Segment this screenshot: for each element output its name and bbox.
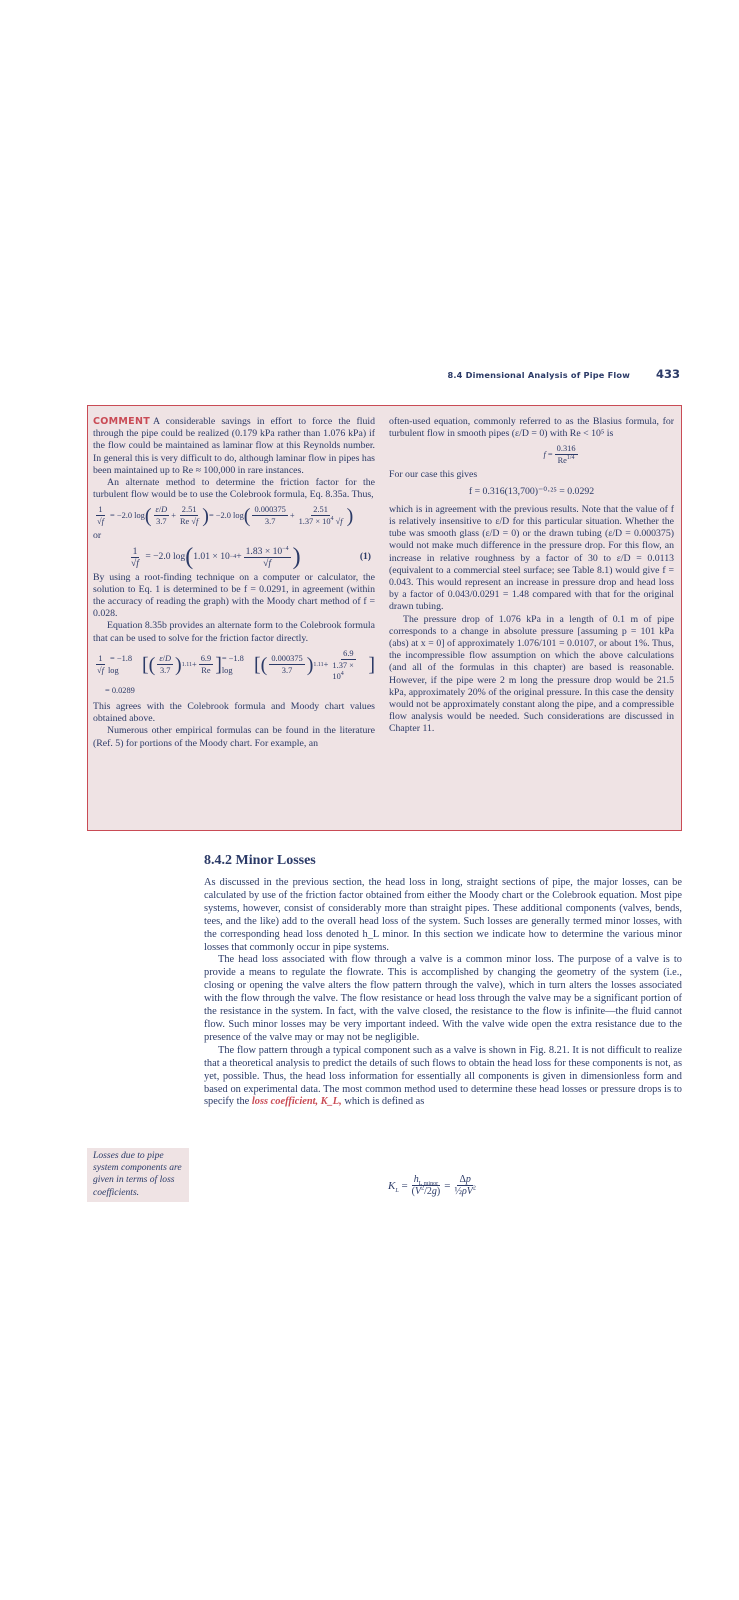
equation-colebrook: $\frac{1}{√f}$ = −2.0 log ( $\frac{\varepsilon/D}{3.7}$ + $\frac{2.51}{Re √f}$ ) = −2.0 log ( $\frac{0.000375}{3.7}$ + $\frac{2.51}{1.37 \times 10^4 √f}$ ): [97, 504, 354, 527]
comment-right-paragraph-4: The pressure drop of 1.076 kPa in a length of 0.1 m of pipe corresponds to a change in absolute pressure [assuming p = 101 kPa (abs) at x = 0] of approximately 1.076/101 = 0.0107, or about 1%. Thus, the incompressible flow assumption on which the above calculations (and all of the formulas in this chapter) are based is reasonable. However, if the pipe were 2 m long the pressure drop would be 21.5 kPa, approximately 20% of the original pressure. In this case the density would not be approximately constant along the pipe, and a compressible flow analysis would be needed. Such considerations are discussed in Chapter 11.: [389, 613, 674, 735]
header-section: 8.4 Dimensional Analysis of Pipe Flow: [447, 370, 630, 380]
loss-coefficient-term: loss coefficient, K_L,: [251, 1096, 342, 1108]
comment-paragraph-4: Equation 8.35b provides an alternate form to the Colebrook formula that can be used to solve for the friction factor directly.: [93, 620, 375, 644]
comment-right-column: [389, 416, 674, 736]
comment-paragraph-3: By using a root-finding technique on a computer or calculator, the solution to Eq. 1 is determined to be f = 0.0291, in agreement (within the accuracy of reading the graph) with the Moody chart method of f = 0.028.: [93, 571, 375, 620]
page-number: 433: [655, 367, 680, 381]
comment-right-paragraph-3: which is in agreement with the previous results. Note that the value of f is relatively insensitive to ε/D for this particular situation. Whether the tube was smooth glass (ε/D = 0) or the drawn tubing (ε/D = 0.000375) would not make much difference in the pressure drop. For this flow, an increase in relative roughness by a factor of 30 to ε/D = 0.0113 (equivalent to a commercial steel surface; see Table 8.1) would give f = 0.043. This would represent an increase in pressure drop and head loss by a factor of 0.043/0.0291 = 1.48 compared with that for the original drawn tubing.: [389, 503, 674, 613]
comment-label: COMMENT: [93, 416, 150, 427]
equation-blasius-result: f = 0.316(13,700)⁻⁰·²⁵ = 0.0292: [468, 485, 595, 497]
section-paragraph-1: As discussed in the previous section, the head loss in long, straight sections of pipe, the major losses, can be calculated by use of the friction factor obtained from either the Moody chart or the Colebrook equation. Most pipe systems, however, consist of considerably more than straight pipes. These additional components (valves, bends, tees, and the like) add to the overall head loss of the system. Such losses are generally termed minor losses, with the corresponding head loss denoted h_L minor. In this section we indicate how to determine the various minor losses that commonly occur in pipe systems.: [204, 877, 682, 953]
equation-blasius: f = $\frac{0.316}{Re^{1/4}}$: [543, 444, 576, 466]
equation-result: = 0.0289: [105, 685, 135, 695]
section-paragraph-3: The flow pattern through a typical component such as a valve is shown in Fig. 8.21. It is not difficult to realize that a theoretical analysis to predict the details of such flows to obtain the head loss for these components is not, as yet, possible. Thus, the head loss information for essentially all components is given in dimensionless form and based on experimental data. The most common method used to determine these head losses or pressure drops is to specify the loss coefficient, K_L, which is defined as: [204, 1044, 682, 1108]
comment-paragraph-2: An alternate method to determine the friction factor for the turbulent flow would be to use the Colebrook formula, Eq. 8.35a. Thus,: [93, 477, 375, 501]
comment-right-paragraph-2: For our case this gives: [389, 469, 478, 481]
section-paragraph-2: The head loss associated with flow through a valve is a common minor loss. The purpose of a valve is to provide a means to regulate the flowrate. This is accomplished by changing the geometry of the system (i.e., closing or opening the valve alters the flow pattern through the valve), which in turn alters the losses associated with the flow through the valve. The flow resistance or head loss through the valve may be a significant portion of the resistance in the system. In fact, with the valve closed, the resistance to the flow is infinite—the fluid cannot flow. Such minor losses may be very important indeed. With the valve wide open the extra resistance due to the presence of the valve may or may not be negligible.: [204, 954, 682, 1043]
comment-left-column: [93, 416, 375, 750]
comment-paragraph-1: COMMENT A considerable savings in effort to force the fluid through the pipe could be realized (0.179 kPa rather than 1.076 kPa) if the flow could be maintained as laminar flow at this Reynolds number. In general this is very difficult to do, although laminar flow in pipes has been maintained up to Re ≈ 100,000 in rare instances.: [93, 416, 375, 476]
comment-box: [87, 405, 682, 831]
comment-right-paragraph-1: often-used equation, commonly referred to as the Blasius formula, for turbulent flow in smooth pipes (ε/D = 0) with Re < 10⁵ is: [389, 416, 674, 440]
running-header: [440, 367, 680, 383]
section-title: 8.4.2 Minor Losses: [204, 853, 316, 868]
comment-paragraph-5: This agrees with the Colebrook formula and Moody chart values obtained above.: [93, 701, 375, 725]
or-word: or: [93, 530, 102, 542]
equation-1: $\frac{1}{√f}$ = −2.0 log ( 1.01 × 10 −4 + $\frac{1.83 \times 10^{-4}}{√f}$ ) (1): [131, 544, 371, 571]
margin-note: Losses due to pipe system components are given in terms of loss coefficients.: [87, 1148, 189, 1202]
equation-loss-coefficient: $K_L$ = $\frac{h_{L minor}}{(V^2/2g)}$ = $\frac{\Delta p}{\frac{1}{2}\rho V^2}$: [388, 1174, 476, 1197]
section-body: [204, 877, 682, 1109]
comment-paragraph-6: Numerous other empirical formulas can be found in the literature (Ref. 5) for portions of the Moody chart. For example, an: [93, 725, 375, 749]
equation-haaland: $\frac{1}{√f}$ = −1.8 log [ ( $\frac{\varepsilon/D}{3.7}$ ) 1.11 + $\frac{6.9}{Re}$ ] = −1.8 log [ ( $\frac{0.000375}{3.7}$ ) 1.11 + $\frac{6.9}{1.37 \times 10^4}$ ]: [97, 648, 375, 681]
